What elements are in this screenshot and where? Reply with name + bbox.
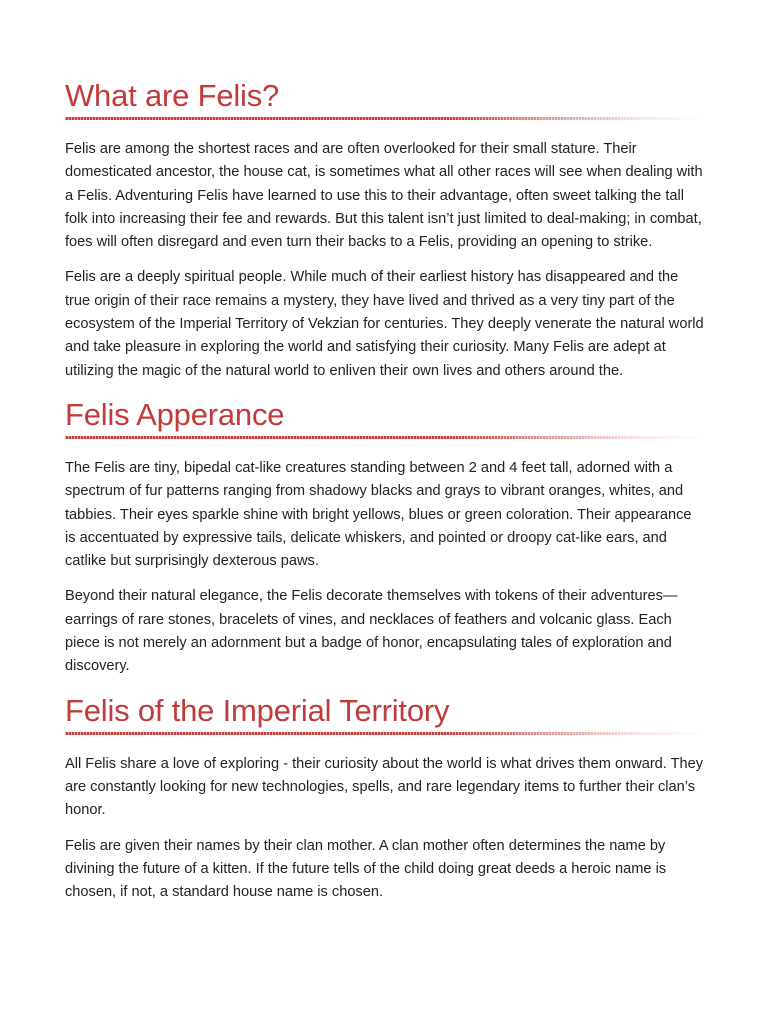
paragraph: The Felis are tiny, bipedal cat-like creatures standing between 2 and 4 feet tall, adorned with a spectrum of fur patterns ranging from shadowy blacks and grays to vibrant oranges, whites, and tabbies. Their eyes sparkle shine with bright yellows, blues or green coloration. Their appearance is accentuated by expressive tails, delicate whiskers, and pointed or droopy cat-like ears, and catlike but surprisingly dexterous paws.	[65, 459, 692, 570]
heading-divider	[65, 732, 705, 735]
section-heading: What are Felis?	[65, 78, 280, 113]
heading-divider	[65, 117, 705, 120]
paragraph: All Felis share a love of exploring - their curiosity about the world is what drives them onward. They are constantly looking for new technologies, spells, and rare legendary items to further their clan’s honor.	[65, 755, 704, 819]
section-felis-imperial-territory	[65, 691, 705, 905]
heading-divider	[65, 436, 705, 439]
paragraph: Felis are a deeply spiritual people. While much of their earliest history has disappeared and the true origin of their race remains a mystery, they have lived and thrived as a very tiny part of the ecosystem of the Imperial Territory of Vekzian for centuries. They deeply venerate the natural world and take pleasure in exploring the world and satisfying their curiosity. Many Felis are adept at utilizing the magic of the natural world to enliven their own lives and others around the.	[65, 269, 704, 379]
section-heading: Felis Apperance	[65, 396, 285, 432]
section-what-are-felis	[65, 76, 705, 383]
section-felis-appearance	[65, 395, 705, 679]
paragraph: Beyond their natural elegance, the Felis decorate themselves with tokens of their adventures—earrings of rare stones, bracelets of vines, and necklaces of feathers and volcanic glass. Each piece is not merely an adornment but a badge of honor, encapsulating tales of exploration and discovery.	[65, 588, 678, 675]
paragraph: Felis are among the shortest races and are often overlooked for their small stature. Their domesticated ancestor, the house cat, is sometimes what all other races will see when dealing with a Felis. Adventuring Felis have learned to use this to their advantage, often sweet talking the tall folk into increasing their fee and rewards. But this talent isn’t just limited to deal-making; in combat, foes will often disregard and even turn their backs to a Felis, providing an opening to strike.	[65, 141, 703, 251]
section-heading: Felis of the Imperial Territory	[65, 692, 450, 728]
paragraph: Felis are given their names by their clan mother. A clan mother often determines the name by divining the future of a kitten. If the future tells of the child doing great deeds a heroic name is chosen, if not, a standard house name is chosen.	[65, 837, 667, 901]
document-page	[65, 76, 705, 916]
